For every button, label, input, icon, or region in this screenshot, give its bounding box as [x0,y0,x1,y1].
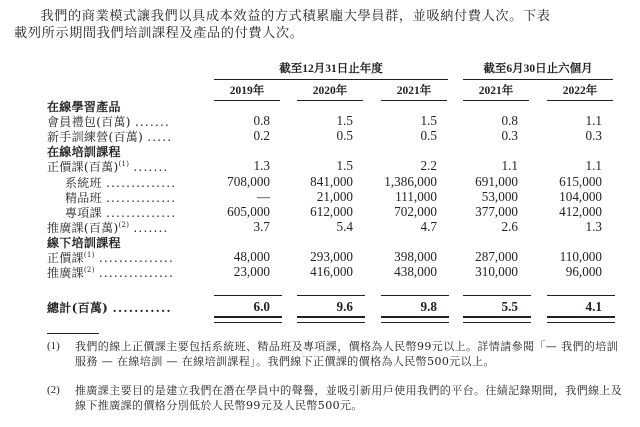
table-row [0,158,640,173]
subtotal-rule [214,295,282,296]
subtotal-rule [463,295,531,296]
cell: — [256,188,270,204]
footnote-number: (2) [47,384,60,396]
row-label: 正價課(百萬)$^{(1)}$ ....... [47,160,169,175]
cell: 2.6 [501,218,518,234]
cell: 1.5 [420,113,437,129]
row-label: 在線培訓課程 [47,145,121,160]
table-row [0,128,640,143]
table-row [0,174,640,189]
row-label: 推廣課(百萬)$^{(2)}$ ....... [47,220,169,235]
total-double-rule [381,316,449,323]
subtotal-rule [547,295,615,296]
cell: 4.7 [420,218,437,234]
cell: 3.7 [253,218,270,234]
cell: 615,000 [559,173,602,189]
cell: 310,000 [475,264,518,280]
cell: 1.5 [336,113,353,129]
row-label: 專項課 .............. [65,205,177,220]
row-label: 線下培訓課程 [47,235,121,250]
intro-paragraph [14,8,626,42]
row-label: 新手訓練營(百萬) ..... [47,130,173,145]
cell: 53,000 [481,188,518,204]
footnote-text: 我們的線上正價課主要包括系統班、精品班及專項課，價格為人民幣99元以上。詳情請參閱「— 我們的培訓服務 — 在線培訓 — 在線培訓課程」。我們線下正價課的價格為人民幣500元以上。 [75,340,619,368]
cell: 1.3 [253,158,270,174]
column-header-2019: 2019年 [214,82,280,101]
cell: 377,000 [475,203,518,219]
row-label: 總計(百萬) ........... [47,301,172,315]
cell: 1.3 [585,218,602,234]
table-row [0,113,640,128]
cell: 96,000 [565,264,602,280]
cell: 110,000 [559,249,602,264]
cell: 1.1 [585,158,602,174]
table-row [0,204,640,219]
cell: 9.6 [336,299,353,314]
cell: 0.8 [501,113,518,129]
cell: 416,000 [310,264,353,280]
table-row-total [0,299,640,314]
cell: 0.2 [253,128,270,144]
table-row [0,264,640,279]
table-row [0,189,640,204]
cell: 293,000 [310,249,353,264]
footnote-text: 推廣課主要目的是建立我們在潛在學員中的聲譽，並吸引新用戶使用我們的平台。往績記錄期間，我們線上及線下推廣課的價格分別低於人民幣99元及人民幣500元。 [75,384,623,412]
row-label: 精品班 .............. [65,190,177,205]
row-label: 正價課$^{(1)}$ ............... [47,251,175,265]
footnote-number: (1) [47,340,60,352]
cell: 1.5 [336,158,353,174]
footnote-separator [47,333,99,334]
header-group-six-months: 截至6月30日止六個月 [463,60,613,80]
cell: 702,000 [394,203,437,219]
cell: 2.2 [420,158,437,174]
column-header-2020: 2020年 [297,82,363,101]
total-double-rule [214,316,282,323]
table-section-header [0,143,640,158]
cell: 0.5 [420,128,437,144]
cell: 1,386,000 [384,173,437,189]
cell: 612,000 [310,203,353,219]
subtotal-rule [381,295,449,296]
cell: 691,000 [475,173,518,189]
row-label: 在線學習產品 [47,100,121,114]
cell: 398,000 [394,249,437,264]
row-label: 會員禮包(百萬) ....... [47,115,170,130]
cell: 708,000 [227,173,270,189]
total-double-rule [297,316,365,323]
table-row [0,219,640,234]
cell: 1.1 [501,158,518,174]
column-header-2021-h1: 2021年 [463,82,529,101]
cell: 9.8 [420,299,437,314]
subtotal-rule [297,295,365,296]
cell: 412,000 [559,203,602,219]
cell: 0.8 [253,113,270,129]
cell: 111,000 [395,188,437,204]
header-group-fiscal-year: 截至12月31日止年度 [214,60,448,80]
total-double-rule [463,316,531,323]
cell: 0.5 [336,128,353,144]
cell: 21,000 [316,188,353,204]
row-label: 系統班 .............. [65,175,177,190]
total-double-rule [547,316,615,323]
cell: 0.3 [585,128,602,144]
cell: 287,000 [475,249,518,264]
cell: 5.5 [501,299,518,314]
intro-line-1: 我們的商業模式讓我們以具成本效益的方式積累龐大學員群，並吸納付費人次。下表 [40,9,551,24]
cell: 0.3 [501,128,518,144]
table-section-header [0,98,640,113]
column-header-2022-h1: 2022年 [547,82,613,101]
cell: 5.4 [336,218,353,234]
cell: 438,000 [394,264,437,280]
column-header-2021: 2021年 [381,82,447,101]
table-row [0,249,640,264]
cell: 4.1 [585,299,602,314]
intro-line-2: 載列所示期間我們培訓課程及產品的付費人次。 [14,26,304,41]
cell: 6.0 [253,299,270,314]
cell: 23,000 [233,264,270,280]
row-label: 推廣課$^{(2)}$ ............... [47,266,175,281]
cell: 605,000 [227,203,270,219]
cell: 1.1 [585,113,602,129]
cell: 841,000 [310,173,353,189]
table-section-header [0,234,640,249]
cell: 48,000 [233,249,270,264]
cell: 104,000 [559,188,602,204]
